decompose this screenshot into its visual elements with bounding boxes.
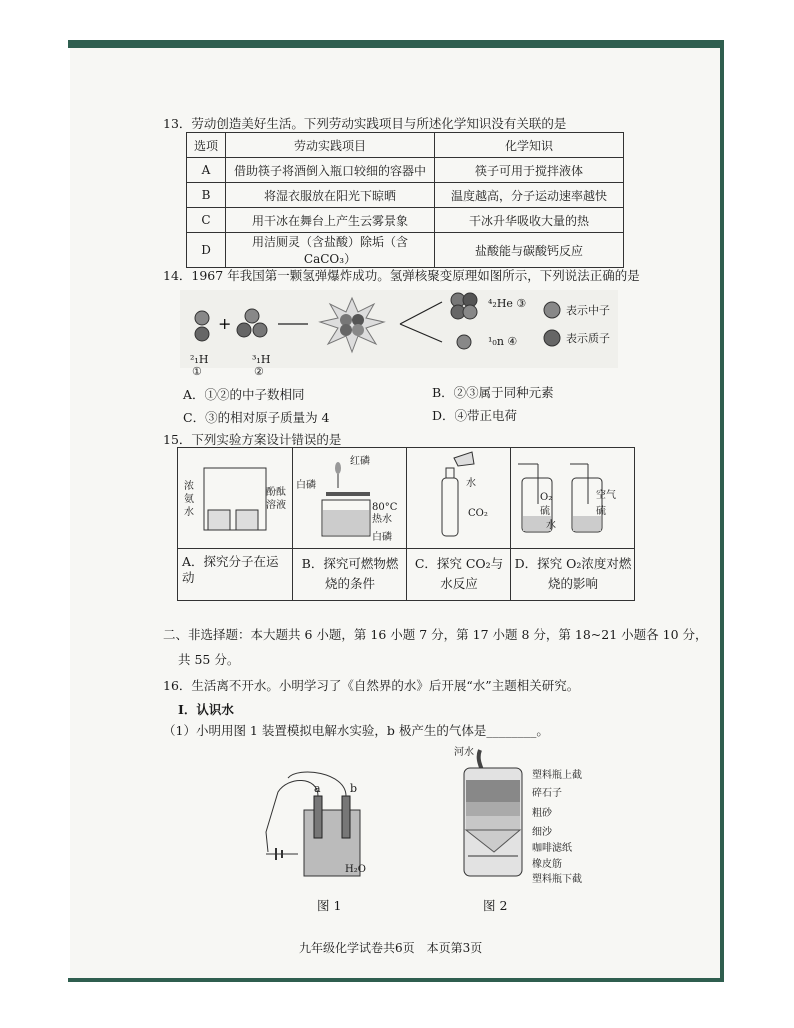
- h2-label: ²₁H: [190, 353, 209, 366]
- label-1: ①: [192, 365, 202, 378]
- filter-label-top: 塑料瓶上截: [532, 770, 582, 781]
- scan-border-bottom: [68, 978, 724, 982]
- q15-stem: 15．下列实验方案设计错误的是: [163, 432, 342, 447]
- table-cell: A: [187, 158, 226, 183]
- table-cell: C: [187, 208, 226, 233]
- o2-label: O₂: [540, 492, 553, 503]
- phenolphthalein-label: 酚酞溶液: [266, 487, 286, 511]
- water-label: 水: [466, 478, 476, 489]
- co2-label: CO₂: [468, 508, 488, 519]
- water-label-d: 水: [546, 520, 556, 531]
- table-row: [187, 158, 624, 183]
- q14-option-d: D．④带正电荷: [432, 408, 518, 423]
- neutron-label: ¹₀n ④: [488, 335, 518, 348]
- electrode-a-label: a: [314, 782, 321, 795]
- experiment-figures: [178, 448, 634, 548]
- page-footer: 九年级化学试卷共6页 本页第3页: [299, 941, 483, 955]
- q13-stem: 13．劳动创造美好生活。下列劳动实践项目与所述化学知识没有关联的是: [163, 116, 567, 131]
- section-2-line-2: 共 55 分。: [178, 652, 240, 667]
- table-row: [187, 133, 624, 158]
- q14-option-c: C．③的相对原子质量为 4: [183, 410, 330, 425]
- q15-option-d: D．探究 O₂浓度对燃烧的影响: [514, 556, 632, 591]
- electrode-b-label: b: [350, 782, 358, 795]
- scan-border-top: [68, 40, 724, 48]
- figure-1-caption: 图 1: [317, 898, 342, 913]
- sulfur-label-1: 硫: [540, 506, 550, 517]
- filter-label-coffee-paper: 咖啡滤纸: [532, 843, 572, 854]
- table-cell: B: [187, 183, 226, 208]
- table-cell: 用干冰在舞台上产生云雾景象: [226, 208, 435, 233]
- filter-label-gravel: 碎石子: [532, 788, 562, 799]
- table-cell: 借助筷子将酒倒入瓶口较细的容器中: [226, 158, 435, 183]
- table-row: [187, 183, 624, 208]
- white-phosphorus-label-2: 白磷: [372, 532, 392, 543]
- q15-table: [177, 447, 635, 601]
- red-phosphorus-label: 红磷: [350, 456, 370, 467]
- q15-option-c: C．探究 CO₂与水反应: [414, 556, 504, 591]
- label-2: ②: [254, 365, 264, 378]
- figure-2-water-filter: [456, 746, 536, 886]
- table-header: 选项: [187, 133, 226, 158]
- table-cell: 温度越高，分子运动速率越快: [435, 183, 624, 208]
- q14-figure: [180, 290, 618, 368]
- section-2-line-1: 二、非选择题：本大题共 6 小题，第 16 小题 7 分，第 17 小题 8 分，第 18~21 小题各 10 分，: [163, 627, 708, 642]
- table-cell: 将湿衣服放在阳光下晾晒: [226, 183, 435, 208]
- filter-label-bottom: 塑料瓶下截: [532, 874, 582, 885]
- figure-2-caption: 图 2: [483, 898, 508, 913]
- table-cell: 干冰升华吸收大量的热: [435, 208, 624, 233]
- legend-neutron: 表示中子: [566, 304, 610, 317]
- hot-water-label: 80°C热水: [372, 502, 398, 525]
- table-cell: 盐酸能与碳酸钙反应: [435, 233, 624, 268]
- h2o-label: H₂O: [345, 864, 366, 875]
- q14-option-b: B．②③属于同种元素: [432, 385, 554, 400]
- q15-option-b: B．探究可燃物燃烧的条件: [301, 556, 399, 591]
- table-cell: 筷子可用于搅拌液体: [435, 158, 624, 183]
- q16-subheading: I．认识水: [178, 702, 234, 717]
- svg-text:+: +: [218, 314, 232, 333]
- table-header: 劳动实践项目: [226, 133, 435, 158]
- table-row: [187, 233, 624, 268]
- q15-option-a: A．探究分子在运动: [182, 554, 279, 585]
- filter-label-coarse-sand: 粗砂: [532, 808, 552, 819]
- q16-part-1: （1）小明用图 1 装置模拟电解水实验，b 极产生的气体是________。: [163, 723, 549, 738]
- he-label: ⁴₂He ③: [488, 297, 527, 310]
- filter-label-rubber-band: 橡皮筋: [532, 859, 562, 870]
- h3-label: ³₁H: [252, 353, 271, 366]
- q16-stem: 16．生活离不开水。小明学习了《自然界的水》后开展“水”主题相关研究。: [163, 678, 580, 693]
- filter-label-fine-sand: 细沙: [532, 827, 552, 838]
- fusion-diagram: [180, 290, 618, 368]
- table-cell: D: [187, 233, 226, 268]
- q13-table: [186, 132, 624, 268]
- table-cell: 用洁厕灵（含盐酸）除垢（含 CaCO₃）: [226, 233, 435, 268]
- air-label: 空气: [596, 490, 616, 501]
- white-phosphorus-label: 白磷: [296, 480, 316, 491]
- sulfur-label-2: 硫: [596, 506, 606, 517]
- legend-proton: 表示质子: [566, 332, 610, 345]
- table-row: [187, 208, 624, 233]
- river-water-label: 河水: [454, 747, 474, 758]
- ammonia-label: 浓氨水: [184, 481, 194, 518]
- q14-option-a: A．①②的中子数相同: [183, 387, 305, 402]
- table-header: 化学知识: [435, 133, 624, 158]
- q14-stem: 14．1967 年我国第一颗氢弹爆炸成功。氢弹核聚变原理如图所示，下列说法正确的是: [163, 268, 640, 283]
